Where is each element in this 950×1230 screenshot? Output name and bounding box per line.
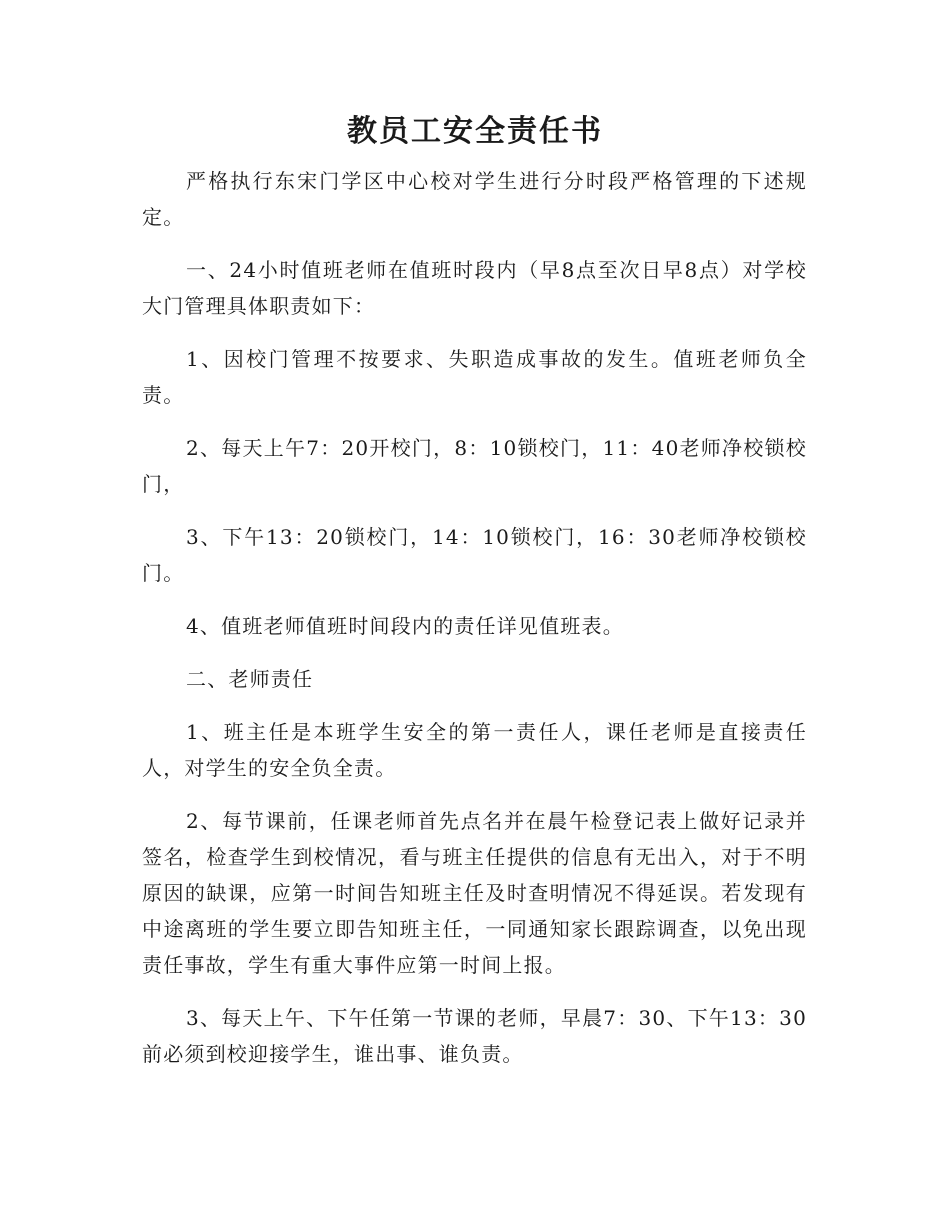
section-heading-duty-teacher: 一、24小时值班老师在值班时段内（早8点至次日早8点）对学校大门管理具体职责如下： bbox=[142, 258, 807, 318]
paragraph-teacher-item-1: 1、班主任是本班学生安全的第一责任人，课任老师是直接责任人，对学生的安全负全责。 bbox=[142, 720, 807, 780]
section-heading-teacher-responsibility: 二、老师责任 bbox=[186, 667, 314, 691]
paragraph-item-3: 3、下午13：20锁校门，14：10锁校门，16：30老师净校锁校门。 bbox=[142, 525, 807, 585]
paragraph-teacher-item-3: 3、每天上午、下午任第一节课的老师，早晨7：30、下午13：30前必须到校迎接学生，谁出事、谁负责。 bbox=[142, 1006, 807, 1066]
paragraph-item-1: 1、因校门管理不按要求、失职造成事故的发生。值班老师负全责。 bbox=[142, 347, 807, 407]
paragraph-teacher-item-2: 2、每节课前，任课老师首先点名并在晨午检登记表上做好记录并签名，检查学生到校情况，看与班主任提供的信息有无出入，对于不明原因的缺课，应第一时间告知班主任及时查明情况不得延误。若发现有中途离班的学生要立即告知班主任，一同通知家长跟踪调查，以免出现责任事故，学生有重大事件应第一时间上报。 bbox=[142, 809, 807, 977]
paragraph-item-2: 2、每天上午7：20开校门，8：10锁校门，11：40老师净校锁校门， bbox=[142, 436, 807, 496]
document-body bbox=[142, 163, 807, 1089]
paragraph-item-4: 4、值班老师值班时间段内的责任详见值班表。 bbox=[186, 614, 624, 638]
paragraph-intro: 严格执行东宋门学区中心校对学生进行分时段严格管理的下述规定。 bbox=[142, 169, 807, 229]
document-title: 教员工安全责任书 bbox=[347, 114, 603, 149]
